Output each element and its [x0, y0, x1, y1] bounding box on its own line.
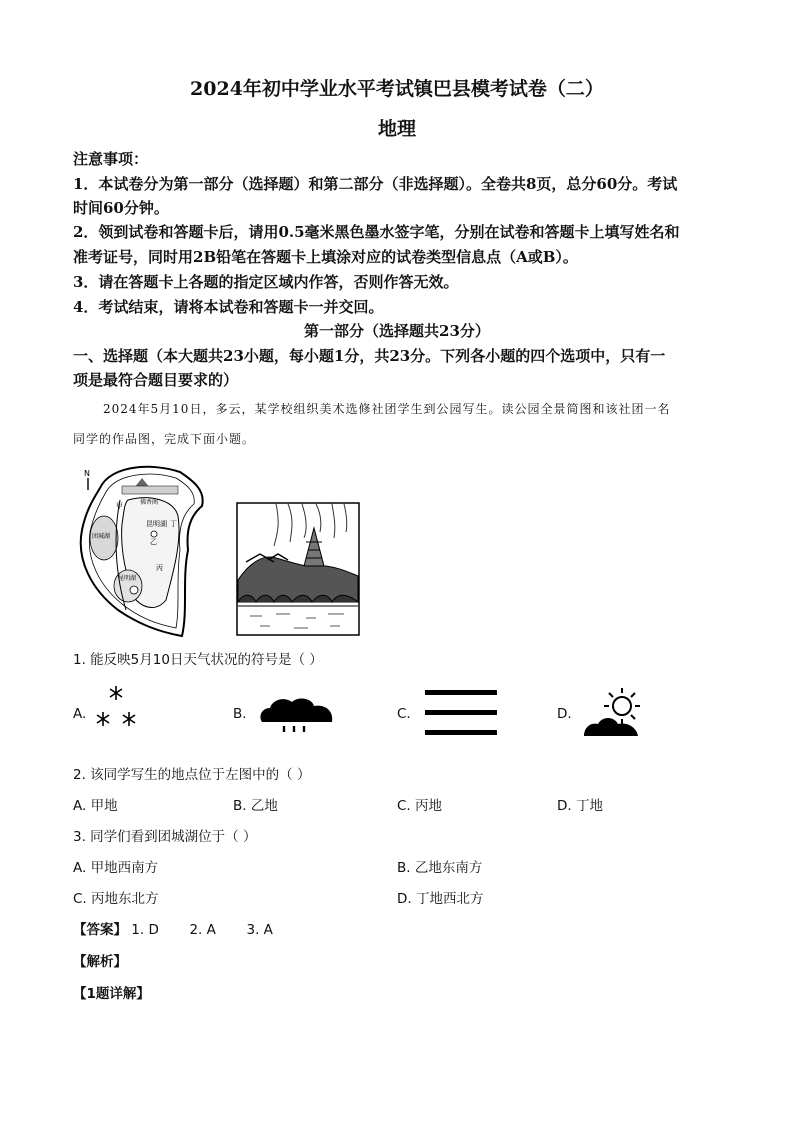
sketch-artwork-figure	[236, 502, 360, 636]
fog-icon	[424, 688, 498, 740]
intro-line: 同学的作品图，完成下面小题。	[73, 432, 256, 446]
q3-option-b[interactable]: B. 乙地东南方	[397, 860, 483, 876]
answer-value-3: 3. A	[246, 922, 273, 938]
section-line: 一、选择题（本大题共23小题，每小题1分，共23分。下列各小题的四个选项中，只有一	[73, 347, 666, 365]
q2-option-b[interactable]: B. 乙地	[233, 798, 278, 814]
analysis-label: 【解析】	[73, 954, 127, 970]
map-label-bing: 丙	[156, 564, 163, 572]
subject-title: 地理	[377, 118, 416, 140]
q1-option-a[interactable]: A.	[73, 706, 87, 722]
answer-line	[73, 918, 273, 938]
notice-line: 1．本试卷分为第一部分（选择题）和第二部分（非选择题）。全卷共8页，总分60分。考试	[73, 175, 678, 193]
island	[151, 531, 157, 537]
q3-option-c[interactable]: C. 丙地东北方	[73, 891, 159, 907]
answer-label: 【答案】	[73, 922, 127, 938]
exam-title: 2024年初中学业水平考试镇巴县模考试卷（二）	[190, 78, 604, 100]
part1-heading: 第一部分（选择题共23分）	[304, 322, 490, 340]
snow-icon	[92, 684, 142, 732]
question-3-stem: 3. 同学们看到团城湖位于（ ）	[73, 829, 257, 845]
detail-label: 【1题详解】	[73, 986, 150, 1002]
map-label-tuancheng-lake: 团城湖	[92, 533, 111, 540]
answer-value-1: 1. D	[131, 922, 159, 938]
intro-line: 2024年5月10日，多云，某学校组织美术选修社团学生到公园写生。读公园全景简图和该社团一名	[103, 402, 671, 416]
park-map-figure	[70, 460, 210, 640]
q1-option-c[interactable]: C.	[397, 706, 411, 722]
notice-line: 准考证号，同时用2B铅笔在答题卡上填涂对应的试卷类型信息点（A或B）。	[73, 248, 578, 266]
q3-option-d[interactable]: D. 丁地西北方	[397, 891, 484, 907]
notice-line: 3．请在答题卡上各题的指定区域内作答，否则作答无效。	[73, 273, 459, 291]
q2-option-c[interactable]: C. 丙地	[397, 798, 443, 814]
notice-heading: 注意事项：	[73, 150, 149, 168]
question-1-stem: 1. 能反映5月10日天气状况的符号是（ ）	[73, 652, 323, 668]
section-line: 项是最符合题目要求的）	[73, 371, 239, 389]
q3-option-a[interactable]: A. 甲地西南方	[73, 860, 159, 876]
q2-option-d[interactable]: D. 丁地	[557, 798, 603, 814]
small-island	[130, 586, 138, 594]
answer-value-2: 2. A	[189, 922, 216, 938]
map-label-foxiangge: 佛香阁	[140, 499, 159, 506]
hill-band	[122, 486, 178, 494]
notice-line: 4．考试结束，请将本试卷和答题卡一并交回。	[73, 298, 384, 316]
rain-cloud-icon	[256, 694, 338, 734]
notice-line: 2．领到试卷和答题卡后，请用0.5毫米黑色墨水签字笔，分别在试卷和答题卡上填写姓名和	[73, 223, 680, 241]
question-2-stem: 2. 该同学写生的地点位于左图中的（ ）	[73, 767, 311, 783]
notice-line: 时间60分钟。	[73, 199, 169, 217]
map-label-jia: 甲	[116, 502, 123, 510]
north-label: N	[84, 469, 90, 478]
map-label-yi: 乙	[150, 538, 157, 546]
q2-option-a[interactable]: A. 甲地	[73, 798, 118, 814]
map-label-kunming-lake-south: 昆明湖	[118, 575, 137, 582]
partly-cloudy-icon	[582, 686, 646, 738]
map-label-kunming-lake: 昆明湖	[146, 520, 167, 528]
map-label-ding: 丁	[170, 520, 177, 528]
q1-option-d[interactable]: D.	[557, 706, 572, 722]
q1-option-b[interactable]: B.	[233, 706, 247, 722]
